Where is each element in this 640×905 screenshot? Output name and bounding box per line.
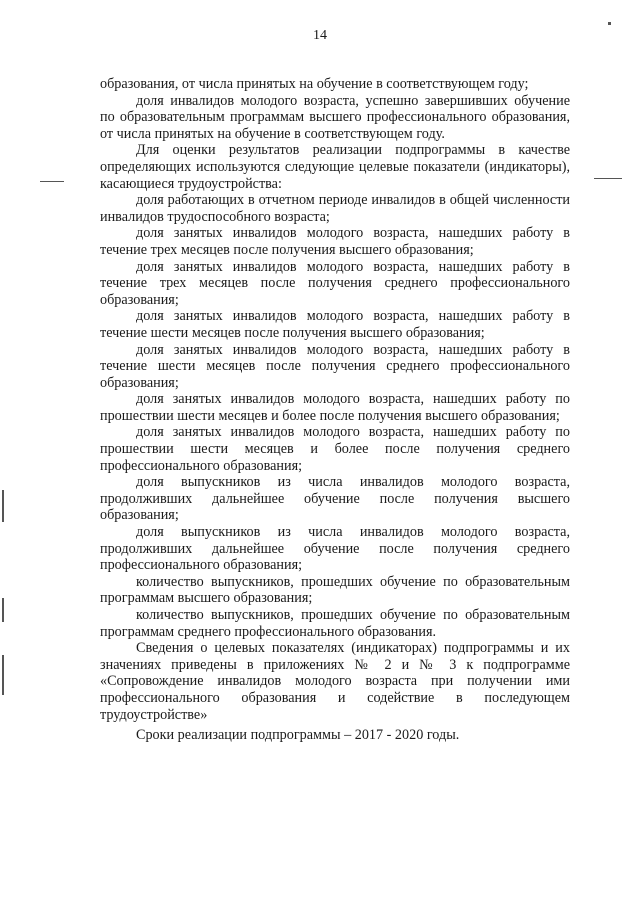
page-number: 14 — [313, 28, 327, 43]
scan-mark — [40, 181, 64, 182]
scan-mark — [2, 655, 4, 695]
scan-mark — [594, 178, 622, 179]
scan-mark — [608, 22, 611, 25]
list-item: количество выпускников, прошедших обучение по образовательным программам высшего образования; — [100, 573, 570, 607]
document-body — [100, 76, 570, 744]
list-item: доля занятых инвалидов молодого возраста, нашедших работу в течение шести месяцев после получения высшего образования; — [100, 308, 570, 341]
paragraph: Для оценки результатов реализации подпрограммы в качестве определяющих используются следующие целевые показатели (индикаторы), касающиеся трудоустройства: — [100, 142, 570, 192]
list-item: доля занятых инвалидов молодого возраста, нашедших работу по прошествии шести месяцев и более после получения высшего образования; — [100, 391, 570, 424]
scan-mark — [2, 490, 4, 522]
list-item: количество выпускников, прошедших обучение по образовательным программам среднего профессионального образования. — [100, 607, 570, 640]
list-item: доля занятых инвалидов молодого возраста, нашедших работу в течение трех месяцев после получения высшего образования; — [100, 225, 570, 258]
list-item: доля работающих в отчетном периоде инвалидов в общей численности инвалидов трудоспособного возраста; — [100, 192, 570, 225]
list-item: доля выпускников из числа инвалидов молодого возраста, продолживших дальнейшее обучение после получения среднего профессионального образования; — [100, 524, 570, 574]
scan-mark — [2, 598, 4, 622]
paragraph: Сведения о целевых показателях (индикаторах) подпрограммы и их значениях приведены в приложениях № 2 и № 3 к подпрограмме «Сопровождение инвалидов молодого возраста при получении ими профессионального образования и содействие в последующем трудоустройстве» — [100, 640, 570, 723]
list-item: доля занятых инвалидов молодого возраста, нашедших работу в течение шести месяцев после получения среднего профессионального образования; — [100, 341, 570, 391]
paragraph: доля инвалидов молодого возраста, успешно завершивших обучение по образовательным программам высшего профессионального образования, от числа принятых на обучение в соответствующем году. — [100, 92, 570, 142]
list-item: доля выпускников из числа инвалидов молодого возраста, продолживших дальнейшее обучение после получения высшего образования; — [100, 474, 570, 524]
paragraph: образования, от числа принятых на обучение в соответствующем году; — [100, 76, 529, 92]
list-item: доля занятых инвалидов молодого возраста, нашедших работу в течение трех месяцев после получения среднего профессионального образования; — [100, 258, 570, 308]
paragraph: Сроки реализации подпрограммы – 2017 - 2020 годы. — [136, 727, 460, 744]
list-item: доля занятых инвалидов молодого возраста, нашедших работу по прошествии шести месяцев и более после получения среднего профессионального образования; — [100, 424, 570, 474]
